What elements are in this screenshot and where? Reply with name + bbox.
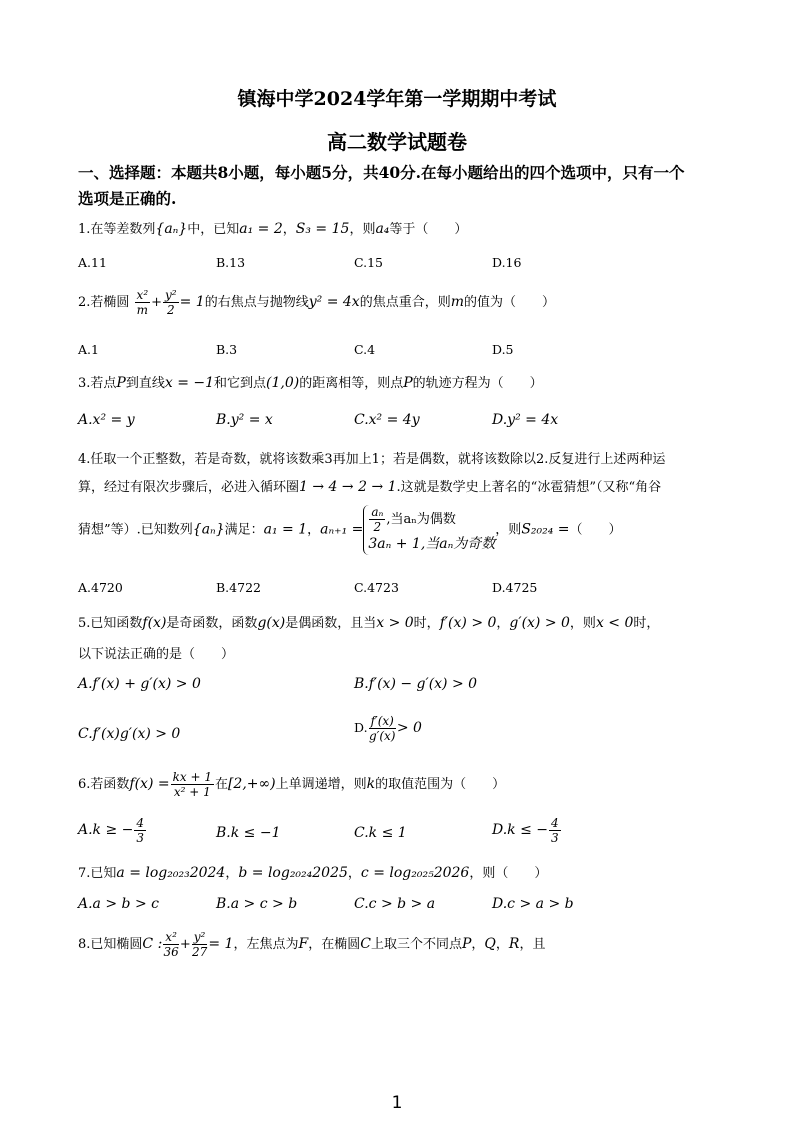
q3-math-p2: P (403, 375, 413, 391)
q5-optd-den: g′(x) (368, 729, 396, 743)
option-a: A.4720 (78, 580, 123, 595)
option-b: B.k ≤ −1 (216, 825, 281, 841)
q4-case1-cond: ,当aₙ为偶数 (386, 512, 456, 527)
q2-math-parab: y² = 4x (308, 294, 360, 310)
q6-math-f: f(x) = (129, 776, 170, 792)
q7-math-c: c = log₂₀₂₅2026 (360, 865, 470, 881)
q3-text-c: 和它到点 (214, 376, 267, 391)
q8-sep1: ， (471, 937, 485, 952)
question-6-stem (78, 770, 718, 799)
option-b: B.4722 (216, 580, 261, 595)
q5-math-g: g(x) (257, 615, 286, 631)
option-c: C.4723 (354, 580, 399, 595)
q2-math-m: m (450, 294, 464, 310)
question-4-line3: 猜想”等）.已知数列{aₙ}满足：a₁ = 1，aₙ₊₁ = $\frac{\text{aₙ}}{2}$ ,当aₙ为偶数 3aₙ + 1,当aₙ为奇数，则S₂₀₂₄ =（ ） (78, 505, 718, 555)
q3-text-b: 到直线 (125, 376, 165, 391)
q8-math-p: P (461, 936, 472, 952)
option-d (354, 714, 422, 743)
q6-optd-frac (549, 816, 561, 845)
question-3-options (78, 412, 718, 430)
question-8-stem: 8.已知椭圆C : $\frac{\text{x²}}{36}$ + $\frac{\text{y²}}{27}$ = 1，左焦点为F，在椭圆C上取三个不同点P，Q，R，且 (78, 930, 546, 959)
q8-math-c2: C (360, 936, 371, 952)
q4-math-seq: {aₙ} (192, 521, 225, 538)
q6-opta-num: 4 (136, 816, 145, 830)
q2-frac1-den: m (136, 303, 149, 317)
option-c: C.k ≤ 1 (354, 825, 407, 841)
q8-text-d: 上取三个不同点 (370, 937, 462, 952)
q5-optd-post: > 0 (396, 720, 422, 736)
q8-frac1-num: x² (165, 930, 177, 944)
q7-sep2: ， (347, 866, 361, 881)
q3-math-line: x = −1 (164, 375, 215, 391)
q3-text-e: 的轨迹方程为（ ） (412, 376, 543, 391)
q6-text-b: 在 (214, 777, 228, 792)
q7-text-a: 7.已知 (78, 866, 117, 881)
q5-optd-frac (369, 714, 396, 743)
option-a: A.a > b > c (78, 896, 159, 912)
option-a (78, 816, 147, 845)
question-5-line1 (78, 612, 718, 631)
q5-math-c2: f′(x) > 0 (439, 615, 497, 631)
q5-math-c3: g′(x) > 0 (509, 615, 570, 631)
q4-case1-frac (369, 505, 385, 534)
q6-text-a: 6.若函数 (78, 777, 130, 792)
option-d: D.c > a > b (492, 896, 574, 912)
q5-text-e: ， (496, 616, 510, 631)
q7-text-b: ，则（ ） (469, 866, 548, 881)
q4-text-b: .这就是数学史上著名的“冰雹猜想”（又称“角谷 (396, 480, 662, 495)
question-2-options (78, 342, 718, 360)
option-a: A.11 (78, 255, 107, 270)
q5-math-f: f(x) (142, 615, 167, 631)
q2-frac2 (163, 288, 179, 317)
q4-math-a1: a₁ = 1 (263, 521, 308, 538)
option-c: C.4 (354, 342, 376, 357)
q8-frac2 (192, 930, 208, 959)
option-c: C.15 (354, 255, 383, 270)
q5-text-g: 时， (633, 616, 660, 631)
q4-case1-num: aₙ (371, 505, 384, 519)
q6-opta-den: 3 (136, 831, 145, 845)
q2-text-c: 的焦点重合，则 (359, 295, 451, 310)
q8-math-c: C : (142, 936, 163, 952)
q6-math-k: k (366, 776, 376, 792)
q5-optd-num: f′(x) (370, 714, 394, 728)
option-c: C.f′(x)g′(x) > 0 (78, 726, 181, 742)
option-d: D.16 (492, 255, 522, 270)
q8-text-a: 8.已知椭圆 (78, 937, 143, 952)
q4-math-s: S₂₀₂₄ = (521, 521, 570, 538)
q6-frac-num: kx + 1 (172, 770, 212, 784)
q3-text-d: 的距离相等，则点 (299, 376, 404, 391)
question-4-line1: 4.任取一个正整数，若是奇数，就将该数乘3再加上1；若是偶数，就将该数除以2.反复进行上述两种运 (78, 452, 666, 467)
q2-eq-tail: = 1 (179, 294, 205, 310)
q5-text-a: 5.已知函数 (78, 616, 143, 631)
q2-frac1-num: x² (136, 288, 149, 302)
q8-text-e: ，且 (519, 937, 546, 952)
q5-text-b: 是奇函数，函数 (166, 616, 258, 631)
option-b: B.3 (216, 342, 238, 357)
q8-eq-tail: = 1 (208, 936, 234, 952)
q7-sep1: ， (225, 866, 239, 881)
q4-piecewise (363, 505, 495, 555)
q6-text-c: 上单调递增，则 (275, 777, 367, 792)
q6-math-int: [2,+∞) (227, 776, 276, 792)
q4-text-c: 猜想”等）.已知数列 (78, 522, 193, 538)
q2-text-a: 2.若椭圆 (78, 295, 130, 310)
question-5-options-row2 (78, 714, 718, 754)
question-3-stem (78, 372, 718, 391)
q6-optd-den: 3 (551, 831, 559, 845)
q3-math-pt: (1,0) (266, 375, 300, 391)
section-heading-line1: 一、选择题：本题共8小题，每小题5分，共40分.在每小题给出的四个选项中，只有一个 (78, 163, 685, 182)
q8-math-r: R (508, 936, 520, 952)
q2-frac1 (135, 288, 151, 317)
option-a: A.f′(x) + g′(x) > 0 (78, 676, 201, 692)
question-7-stem (78, 862, 718, 881)
q4-text-d: 满足： (224, 522, 264, 538)
q8-math-f: F (298, 936, 309, 952)
question-1-stem (78, 218, 718, 237)
option-b: B.f′(x) − g′(x) > 0 (354, 676, 478, 692)
q6-optd-num: 4 (551, 816, 559, 830)
q6-opta-pre: A.k ≥ − (78, 822, 134, 838)
q1-math-a4: a₄ (375, 221, 390, 237)
q2-frac2-den: 2 (167, 303, 175, 317)
q7-math-b: b = log₂₀₂₄2025 (238, 865, 348, 881)
q1-text-b: 中，已知 (187, 222, 240, 237)
q8-frac2-num: y² (193, 930, 206, 944)
question-5-options-row1 (78, 676, 718, 694)
option-d: D.4725 (492, 580, 538, 595)
q8-frac1 (163, 930, 179, 959)
q3-text-a: 3.若点 (78, 376, 117, 391)
question-4-line2 (78, 476, 718, 495)
page-number: 1 (391, 1093, 403, 1113)
q6-optd-pre: D.k ≤ − (492, 822, 549, 838)
section-heading (78, 160, 718, 212)
q8-text-b: ，左焦点为 (233, 937, 299, 952)
option-b: B.y² = x (216, 412, 273, 428)
question-6-options (78, 816, 718, 850)
q4-text-f: （ ） (569, 522, 622, 538)
q5-math-c1: x > 0 (376, 615, 414, 631)
q7-math-a: a = log₂₀₂₃2024 (116, 865, 226, 881)
q1-math-seq: {aₙ} (155, 221, 188, 237)
q1-math-a1: a₁ = 2 (239, 221, 283, 237)
q8-frac2-den: 27 (191, 945, 208, 959)
exam-title: 镇海中学2024学年第一学期期中考试 (237, 88, 557, 110)
q5-optd-pre: D. (354, 720, 368, 735)
q4-math-cycle: 1 → 4 → 2 → 1 (299, 479, 397, 495)
question-2-stem: 2.若椭圆 $\frac{\text{x²}}{m}$ + $\frac{\text{y²}}{2}$ = 1的右焦点与抛物线y² = 4x的焦点重合，则m的值为（ ） (78, 288, 556, 317)
q1-text-e: 等于（ ） (389, 222, 468, 237)
q4-text-e: ，则 (495, 522, 522, 538)
q8-sep2: ， (495, 937, 509, 952)
q8-text-c: ，在椭圆 (308, 937, 361, 952)
option-a: A.1 (78, 342, 99, 357)
question-4-options (78, 580, 718, 598)
section-heading-line2: 选项是正确的. (78, 189, 177, 208)
q6-frac-den: x² + 1 (173, 785, 211, 799)
q8-math-q: Q (484, 936, 496, 952)
option-b: B.13 (216, 255, 246, 270)
q1-math-s3: S₃ = 15 (295, 221, 350, 237)
q4-text-a: 算，经过有限次步骤后，必进入循环圈 (78, 480, 300, 495)
q5-text-f: ，则 (569, 616, 596, 631)
q6-frac (171, 770, 214, 799)
q3-math-p: P (116, 375, 126, 391)
question-7-options (78, 896, 718, 914)
q2-text-d: 的值为（ ） (464, 295, 556, 310)
option-c: C.c > b > a (354, 896, 436, 912)
exam-subtitle: 高二数学试题卷 (327, 130, 467, 154)
option-d: D.y² = 4x (492, 412, 559, 428)
option-d: D.5 (492, 342, 514, 357)
q1-text-c: ， (282, 222, 296, 237)
question-1-options (78, 255, 718, 273)
q4-math-rec: aₙ₊₁ = (320, 521, 364, 538)
q5-text-d: 时， (413, 616, 440, 631)
q1-text-a: 1.在等差数列 (78, 222, 156, 237)
q6-opta-frac (134, 816, 146, 845)
q4-case1-den: 2 (373, 520, 382, 534)
question-5-line2: 以下说法正确的是（ ） (78, 647, 235, 662)
q6-text-d: 的取值范围为（ ） (375, 777, 506, 792)
q1-text-d: ，则 (349, 222, 376, 237)
q8-frac1-den: 36 (163, 945, 179, 959)
q2-text-b: 的右焦点与抛物线 (204, 295, 309, 310)
q4-case2: 3aₙ + 1,当aₙ为奇数 (368, 536, 496, 552)
option-c: C.x² = 4y (354, 412, 420, 428)
q5-text-c: 是偶函数，且当 (285, 616, 377, 631)
option-d (492, 816, 562, 845)
q2-frac2-num: y² (165, 288, 177, 302)
option-b: B.a > c > b (216, 896, 298, 912)
option-a: A.x² = y (78, 412, 135, 428)
q5-math-c4: x < 0 (595, 615, 634, 631)
